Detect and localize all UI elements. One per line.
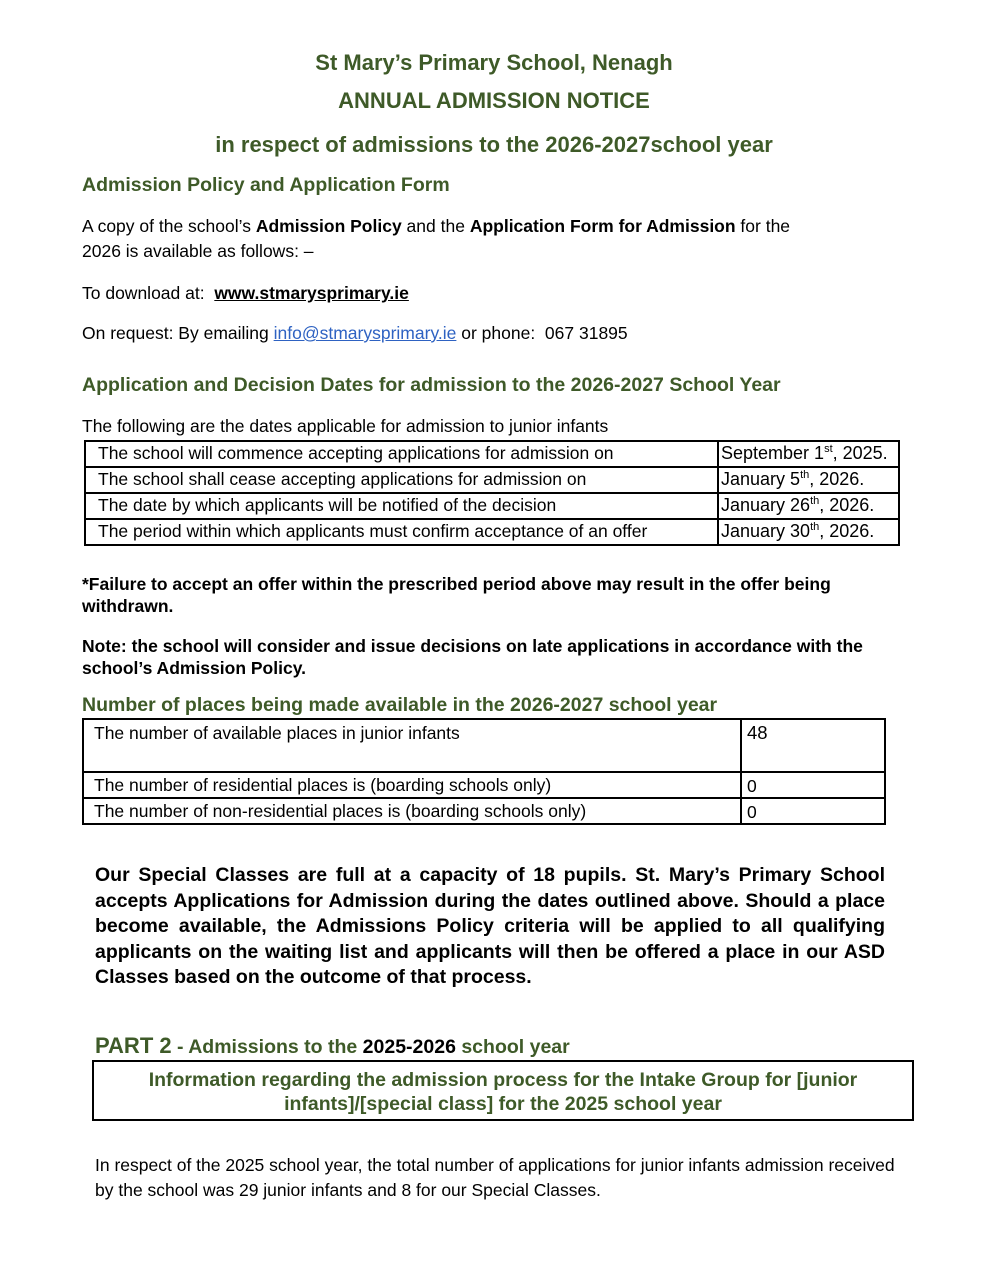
download-label: To download at: [82,283,215,303]
table-row [83,772,885,798]
date-label: The school will commence accepting applications for admission on [85,441,718,467]
failure-note: *Failure to accept an offer within the prescribed period above may result in the offer being withdrawn. [82,574,831,616]
notice-title: ANNUAL ADMISSION NOTICE [338,88,650,113]
table-row [83,719,885,772]
table-row [85,441,899,467]
dates-heading: Application and Decision Dates for admission to the 2026-2027 School Year [82,374,781,396]
places-table [82,718,886,825]
table-row [85,493,899,519]
intro-text-line2: 2026 is available as follows: – [82,241,314,261]
request-line [82,321,628,346]
date-label: The period within which applicants must confirm acceptance of an offer [85,519,718,545]
policy-heading: Admission Policy and Application Form [82,174,450,196]
dates-table [84,440,900,546]
intro-text: A copy of the school’s [82,216,256,236]
places-label: The number of non-residential places is (boarding schools only) [83,798,741,824]
places-heading: Number of places being made available in the 2026-2027 school year [82,694,718,716]
intake-info-text: Information regarding the admission process for the Intake Group for [junior infants]/[special class] for the 2025 school year [148,1069,858,1115]
school-name: St Mary’s Primary School, Nenagh [315,50,673,75]
date-value: September 1st, 2025. [718,441,899,467]
part-label: PART 2 [95,1033,172,1058]
part2-heading-text: - Admissions to the [171,1036,363,1058]
download-line [82,281,409,306]
phone-text: or phone: 067 31895 [456,323,628,343]
notice-subtitle: in respect of admissions to the 2026-2027school year [215,132,773,157]
table-row [85,467,899,493]
part2-year: 2025-2026 [362,1036,456,1058]
dates-intro: The following are the dates applicable for admission to junior infants [82,416,609,436]
table-row [85,519,899,545]
request-label: On request: By emailing [82,323,274,343]
places-value: 48 [741,719,885,772]
admission-policy-label: Admission Policy [255,216,402,236]
policy-intro [82,214,902,264]
email-link[interactable]: info@stmarysprimary.ie [273,323,457,343]
part2-heading [95,1033,570,1059]
date-label: The date by which applicants will be notified of the decision [85,493,718,519]
places-label: The number of residential places is (boarding schools only) [83,772,741,798]
date-label: The school shall cease accepting applications for admission on [85,467,718,493]
applications-summary: In respect of the 2025 school year, the total number of applications for junior infants admission received by the school was 29 junior infants and 8 for our Special Classes. [95,1155,895,1200]
intake-info-box [92,1060,914,1121]
date-value: January 26th, 2026. [718,493,899,519]
download-link[interactable]: www.stmarysprimary.ie [214,283,409,303]
late-applications-note: Note: the school will consider and issue decisions on late applications in accordance with the school’s Admission Policy. [82,636,863,678]
date-value: January 30th, 2026. [718,519,899,545]
places-value: 0 [741,772,885,798]
special-classes-paragraph: Our Special Classes are full at a capacity of 18 pupils. St. Mary’s Primary School accepts Applications for Admission during the dates outlined above. Should a place become available, the Admissions Policy criteria will be applied to all qualifying applicants on the waiting list and applicants will then be offered a place in our ASD Classes based on the outcome of that process. [95,864,885,988]
intro-text: for the [735,216,791,236]
places-label: The number of available places in junior infants [83,719,741,772]
application-form-label: Application Form for Admission [469,216,736,236]
intro-text: and the [401,216,470,236]
date-value: January 5th, 2026. [718,467,899,493]
part2-heading-text: school year [455,1036,570,1058]
places-value: 0 [741,798,885,824]
table-row [83,798,885,824]
